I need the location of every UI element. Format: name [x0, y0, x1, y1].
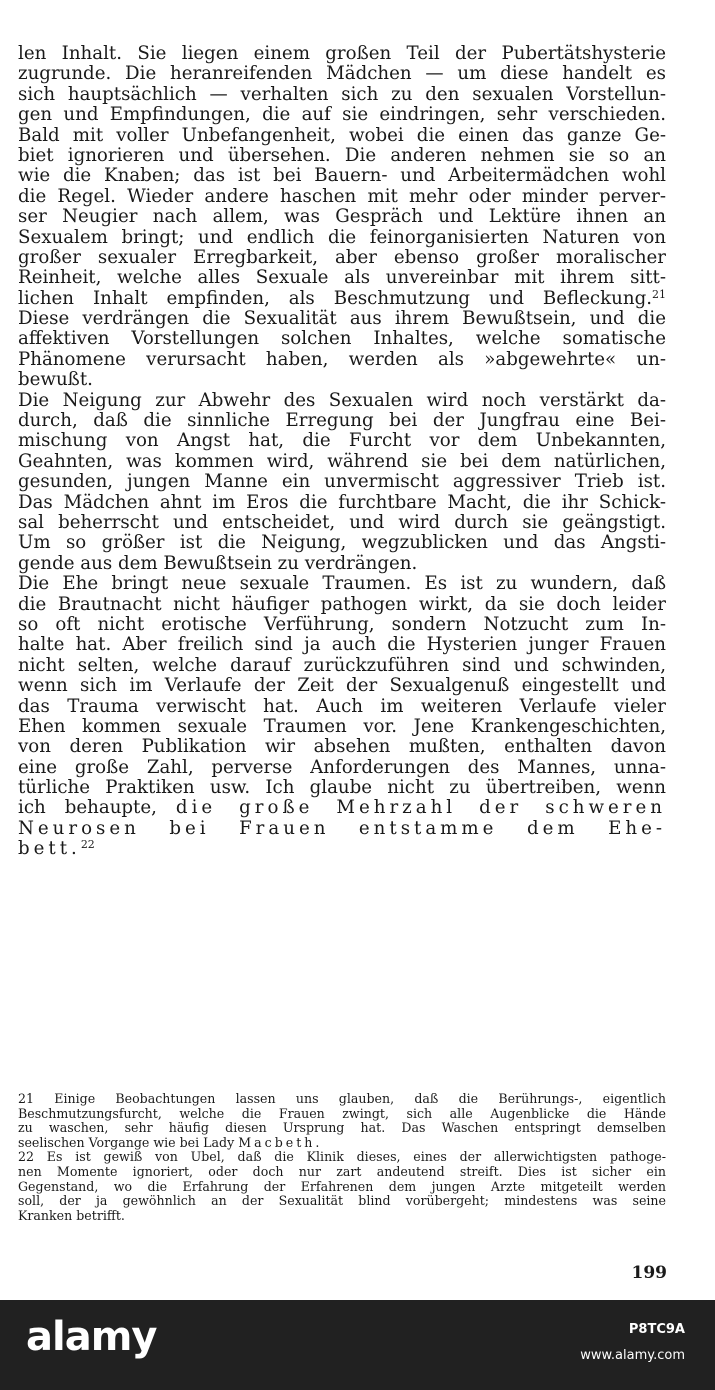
footnote-line: nen Momente ignoriert, oder doch nur zart andeutend streift. Dies ist sicher ein — [18, 1164, 666, 1179]
footnote-line: zu waschen, sehr häufig diesen Ursprung hat. Das Waschen entspringt demselben — [18, 1121, 666, 1136]
text-line: len Inhalt. Sie liegen einem großen Teil der Pubertätshysterie — [18, 44, 666, 64]
text-line: sich hauptsächlich — verhalten sich zu den sexualen Vorstellun- — [18, 84, 666, 105]
text-line: großer sexualer Erregbarkeit, aber ebenso großer moralischer — [18, 247, 666, 268]
text-line: mischung von Angst hat, die Furcht vor dem Unbekannten, — [18, 431, 666, 452]
text-line: durch, daß die sinnliche Erregung bei der Jungfrau eine Bei- — [18, 411, 666, 432]
emphasized-text: Macbeth. — [238, 1135, 323, 1150]
footnotes — [18, 1092, 666, 1223]
text-line: gesunden, jungen Manne ein unvermischt aggressiver Trieb ist. — [18, 472, 666, 493]
text-line — [18, 289, 666, 309]
text-line: sal beherrscht und entscheidet, und wird durch sie geängstigt. — [18, 512, 666, 533]
text-line: nicht selten, welche darauf zurückzuführen sind und schwinden, — [18, 655, 666, 676]
text-line: Ehen kommen sexuale Traumen vor. Jene Krankengeschichten, — [18, 716, 666, 737]
text-line-content: lichen Inhalt empfinden, als Beschmutzung und Befleckung. — [18, 288, 652, 309]
text-line: Die Ehe bringt neue sexuale Traumen. Es ist zu wundern, daß — [18, 574, 666, 595]
emphasized-text: bett. — [18, 839, 81, 860]
text-line: Bald mit voller Unbefangenheit, wobei die einen das ganze Ge- — [18, 125, 666, 146]
watermark-bar — [0, 1300, 715, 1390]
body-text — [18, 44, 666, 860]
text-line: gende aus dem Bewußtsein zu verdrängen. — [18, 553, 418, 574]
footnote-ref: 22 — [80, 839, 95, 852]
emphasized-line: Neurosen bei Frauen entstamme dem Ehe- — [18, 818, 666, 839]
text-line: die Brautnacht nicht häufiger pathogen wirkt, da sie doch leider — [18, 594, 666, 615]
text-line: wie die Knaben; das ist bei Bauern- und Arbeitermädchen wohl — [18, 166, 666, 187]
text-line: Diese verdrängen die Sexualität aus ihrem Bewußtsein, und die — [18, 309, 666, 330]
text-line: affektiven Vorstellungen solchen Inhaltes, welche somatische — [18, 329, 666, 350]
text-line: von deren Publikation wir absehen mußten, enthalten davon — [18, 737, 666, 758]
watermark-image-id: P8TC9A — [628, 1322, 685, 1337]
text-line: gen und Empfindungen, die auf sie eindringen, sehr verschieden. — [18, 105, 666, 126]
text-line: Reinheit, welche alles Sexuale als unvereinbar mit ihrem sitt- — [18, 268, 666, 289]
footnote-line-content: seelischen Vorgange wie bei Lady — [18, 1135, 235, 1150]
watermark-url: www.alamy.com — [580, 1348, 685, 1363]
text-line: bewußt. — [18, 370, 93, 391]
footnote-line: Beschmutzungsfurcht, welche die Frauen zwingt, sich alle Augenblicke die Hände — [18, 1106, 666, 1121]
text-line-content: ich behaupte, — [18, 798, 157, 819]
text-line — [18, 839, 666, 859]
text-line: Das Mädchen ahnt im Eros die furchtbare Macht, die ihr Schick- — [18, 492, 666, 513]
text-line: wenn sich im Verlaufe der Zeit der Sexualgenuß eingestellt und — [18, 676, 666, 697]
text-line: türliche Praktiken usw. Ich glaube nicht zu übertreiben, wenn — [18, 778, 666, 799]
footnote-line: Gegenstand, wo die Erfahrung der Erfahrenen dem jungen Arzte mitgeteilt werden — [18, 1179, 666, 1194]
text-line: biet ignorieren und übersehen. Die anderen nehmen sie so an — [18, 145, 666, 166]
page-number: 199 — [631, 1263, 667, 1283]
watermark-logo: alamy — [26, 1314, 157, 1360]
text-line: das Trauma verwischt hat. Auch im weiteren Verlaufe vieler — [18, 696, 666, 717]
text-line: ser Neugier nach allem, was Gespräch und Lektüre ihnen an — [18, 207, 666, 228]
footnote-ref: 21 — [652, 288, 666, 301]
text-line — [18, 798, 666, 818]
footnote-line: Kranken betrifft. — [18, 1208, 125, 1223]
text-line: so oft nicht erotische Verführung, sondern Notzucht zum In- — [18, 614, 666, 635]
text-line: halte hat. Aber freilich sind ja auch die Hysterien junger Frauen — [18, 635, 666, 656]
text-line: Um so größer ist die Neigung, wegzublicken und das Ängsti- — [18, 533, 666, 554]
footnote-line — [18, 1136, 666, 1151]
footnote-line: soll, der ja gewöhnlich an der Sexualität blind vorübergeht; mindestens was seine — [18, 1194, 666, 1209]
footnote-line: 22 Es ist gewiß von Übel, daß die Klinik dieses, eines der allerwichtigsten pathoge- — [18, 1150, 666, 1165]
emphasized-text: die große Mehrzahl der schweren — [175, 798, 666, 819]
text-line: Phänomene verursacht haben, werden als »abgewehrte« un- — [18, 349, 666, 370]
footnote-line: 21 Einige Beobachtungen lassen uns glauben, daß die Berührungs-, eigentlich — [18, 1092, 666, 1106]
text-line: zugrunde. Die heranreifenden Mädchen — um diese handelt es — [18, 64, 666, 85]
text-line: Geahnten, was kommen wird, während sie bei dem natürlichen, — [18, 451, 666, 472]
text-line: eine große Zahl, perverse Anforderungen des Mannes, unna- — [18, 757, 666, 778]
text-line: Sexualem bringt; und endlich die feinorganisierten Naturen von — [18, 227, 666, 248]
text-line: die Regel. Wieder andere haschen mit mehr oder minder perver- — [18, 186, 666, 207]
text-line: Die Neigung zur Abwehr des Sexualen wird noch verstärkt da- — [18, 390, 666, 411]
